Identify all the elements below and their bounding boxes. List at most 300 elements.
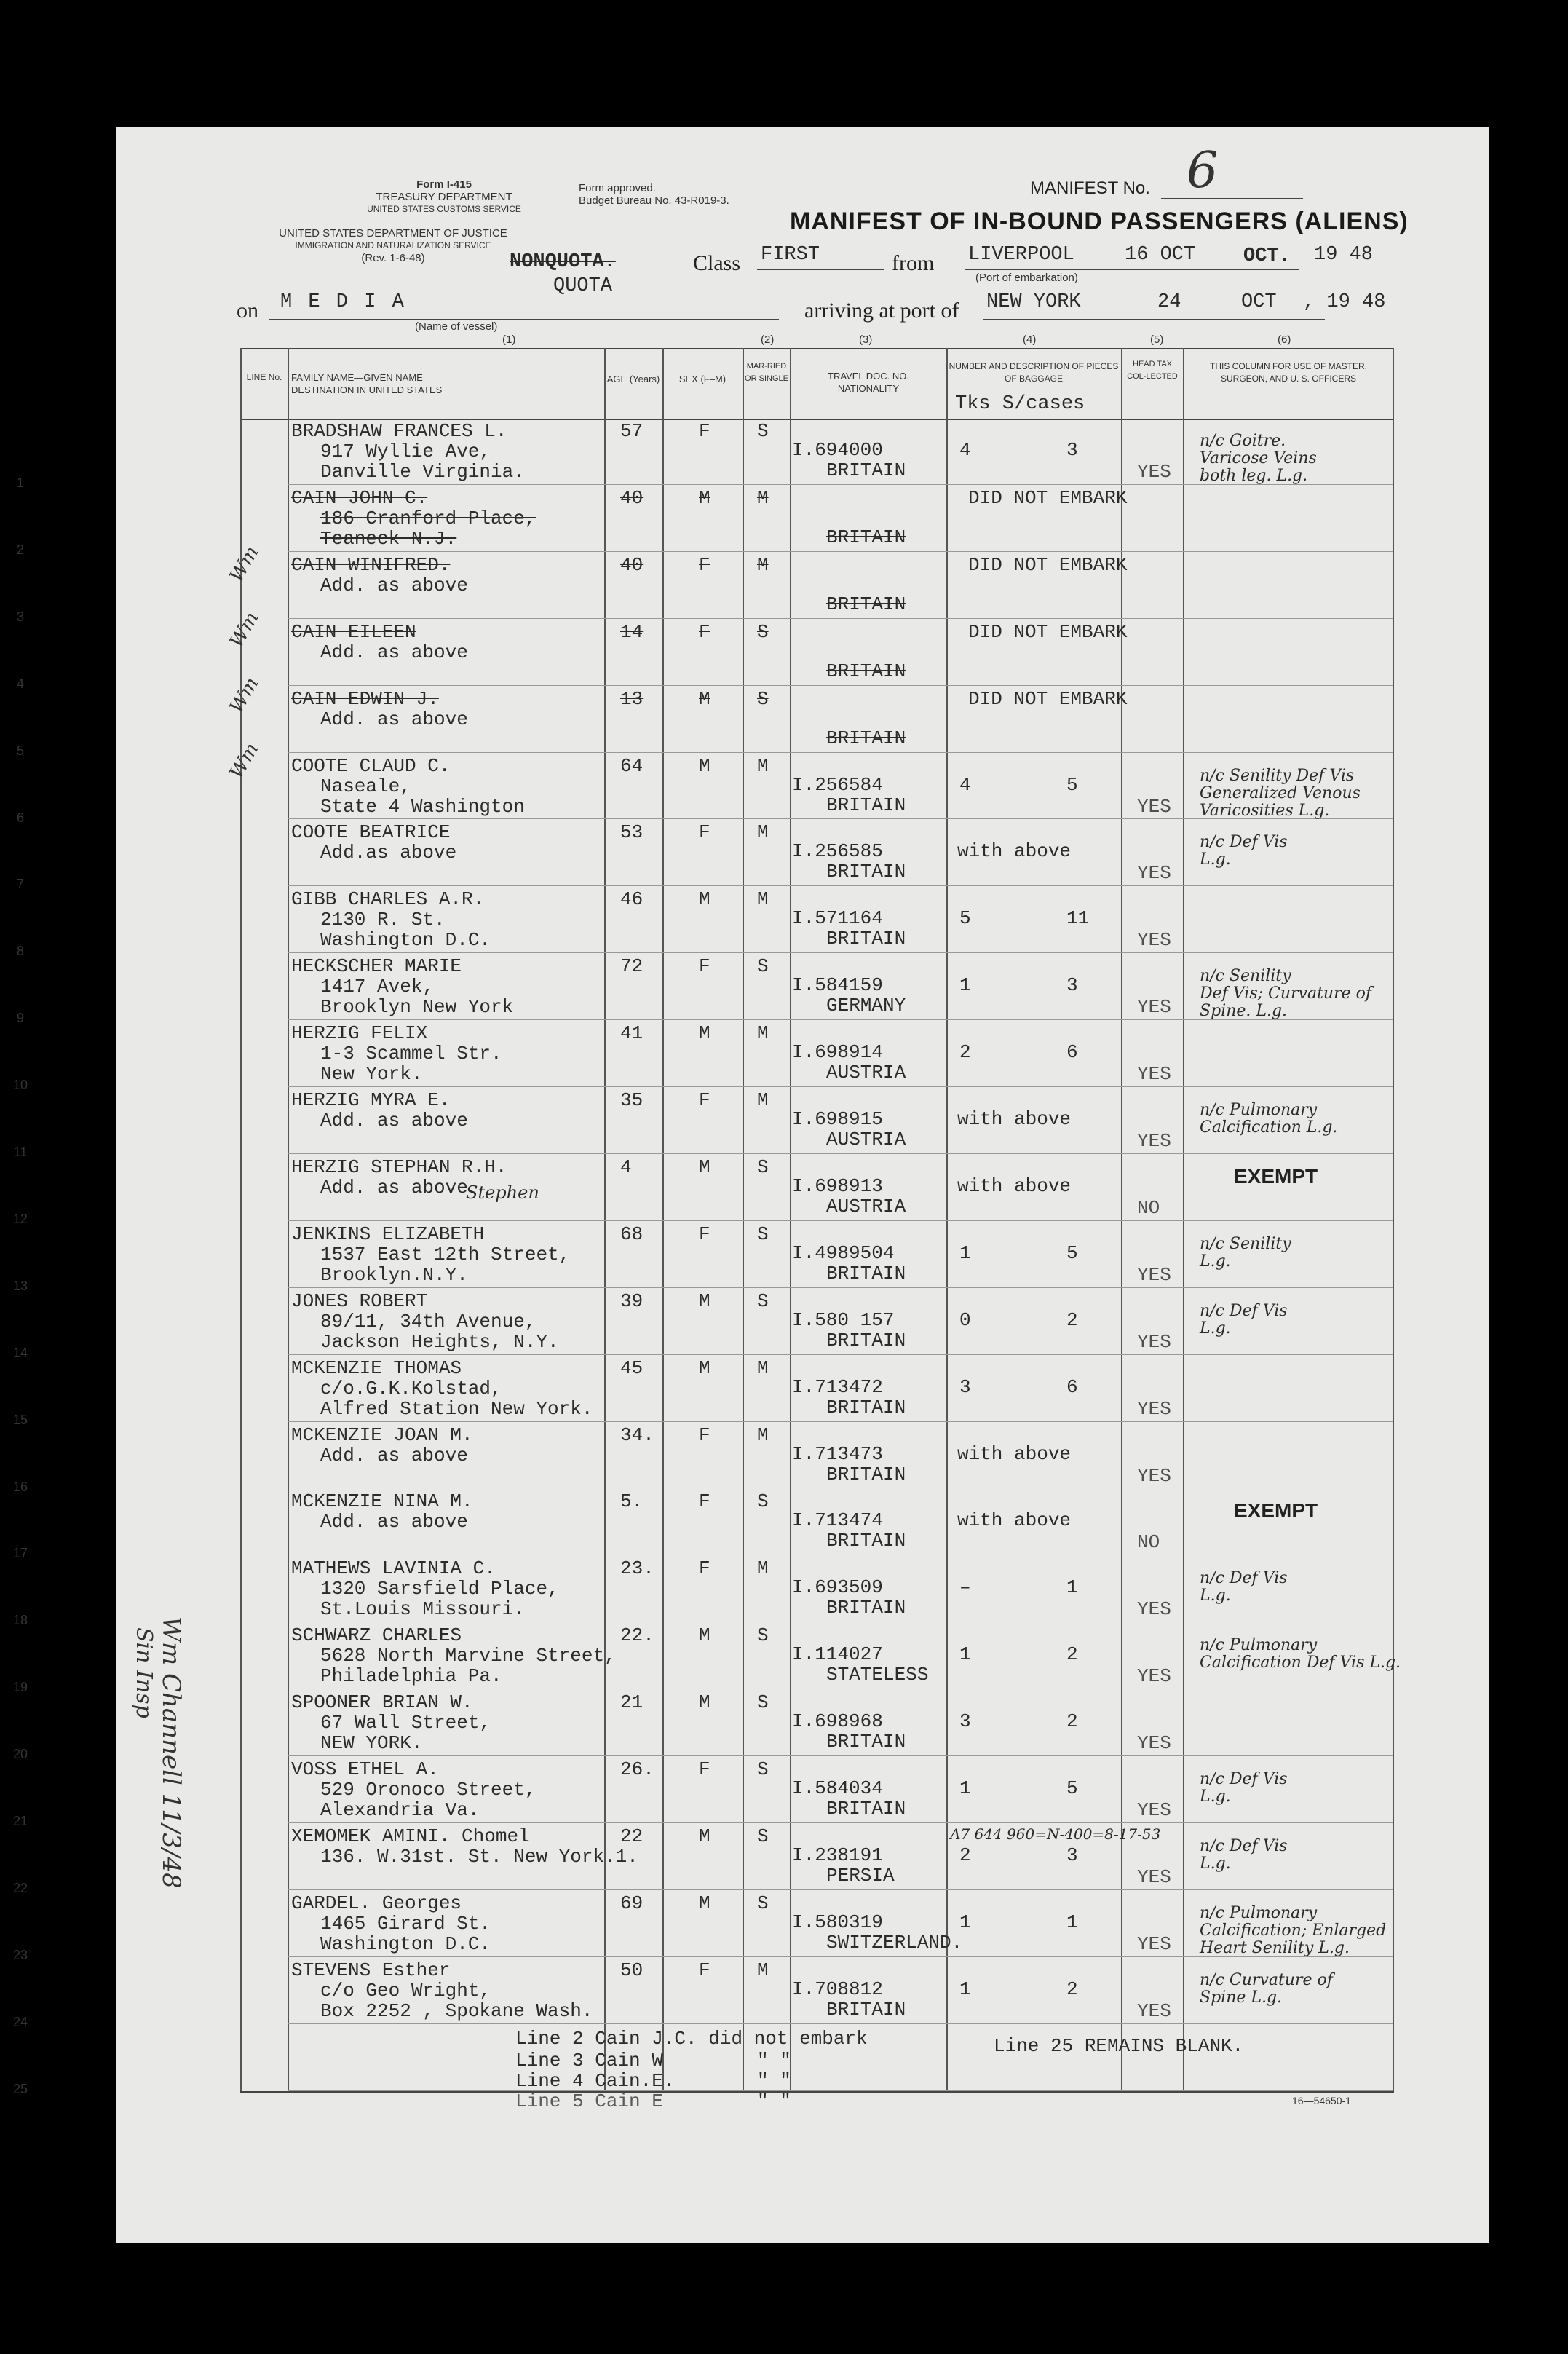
passenger-sex: F <box>699 1223 710 1245</box>
passenger-age: 34. <box>620 1423 654 1446</box>
line-number: 19 <box>12 1680 28 1695</box>
header-travel-doc: TRAVEL DOC. NO. NATIONALITY <box>828 371 909 394</box>
passenger-address-1: Add. as above <box>320 708 468 730</box>
nationality: BRITAIN <box>826 928 906 950</box>
passenger-name-correction: Stephen <box>466 1182 539 1203</box>
passenger-sex: F <box>699 1089 710 1111</box>
passenger-address-2: State 4 Washington <box>320 795 525 818</box>
officer-note-1: n/c Goitre. <box>1200 432 1286 450</box>
passenger-sex: F <box>699 1959 710 1981</box>
on-label: on <box>237 299 258 323</box>
class-label: Class <box>693 251 741 275</box>
passenger-address-2: Washington D.C. <box>320 1932 491 1955</box>
margin-initials-4: Wm <box>225 739 264 783</box>
passenger-name: HERZIG FELIX <box>291 1022 428 1045</box>
row-divider <box>288 685 1393 686</box>
passenger-address-2: Alexandria Va. <box>320 1799 480 1821</box>
passenger-address-2: NEW YORK. <box>320 1732 423 1755</box>
line-number: 18 <box>12 1613 28 1628</box>
header-line: LINE No. <box>246 372 282 382</box>
nationality: STATELESS <box>826 1664 929 1686</box>
passenger-sex: F <box>699 420 710 442</box>
passenger-marital-status: M <box>757 754 769 777</box>
travel-doc-number: I.713473 <box>792 1442 883 1465</box>
passenger-name: BRADSHAW FRANCES L. <box>291 420 507 442</box>
passenger-name: CAIN WINIFRED. <box>291 553 451 576</box>
nationality: BRITAIN <box>826 794 906 816</box>
baggage-with-above: with above <box>957 840 1072 863</box>
passenger-age: 22. <box>620 1624 654 1647</box>
officer-note-2: L.g. <box>1200 1788 1231 1806</box>
baggage-trunks: – <box>959 1576 971 1599</box>
passenger-sex: M <box>699 1356 710 1379</box>
baggage-trunks: 1 <box>959 1978 971 2000</box>
passenger-address-1: 89/11, 34th Avenue, <box>320 1310 536 1332</box>
passenger-address-1: 186 Cranford Place, <box>320 507 536 529</box>
passenger-age: 14 <box>620 620 644 643</box>
line-number: 8 <box>16 944 24 959</box>
form-code: 16—54650-1 <box>1292 2095 1351 2106</box>
row-divider <box>288 618 1393 619</box>
line-number: 5 <box>16 743 24 758</box>
passenger-sex: M <box>699 1156 710 1178</box>
row-divider <box>288 885 1393 886</box>
line-number: 15 <box>12 1412 28 1427</box>
passenger-name: HERZIG MYRA E. <box>291 1089 451 1111</box>
officer-note-1: n/c Curvature of <box>1200 1970 1333 1989</box>
justice-dept: UNITED STATES DEPARTMENT OF JUSTICE <box>279 227 507 240</box>
passenger-sex: M <box>699 1825 710 1847</box>
travel-doc-number: I.571164 <box>792 907 883 930</box>
nationality: BRITAIN <box>826 660 906 682</box>
passenger-marital-status: S <box>757 1490 769 1513</box>
line-number: 9 <box>16 1011 24 1026</box>
passenger-age: 35 <box>620 1089 644 1111</box>
head-tax-collected: YES <box>1137 1932 1171 1955</box>
did-not-embark: DID NOT EMBARK <box>968 486 1128 509</box>
travel-doc-number: I.256584 <box>792 773 883 796</box>
manifest-number-label: MANIFEST No. <box>1030 178 1150 198</box>
colnum-1: (1) <box>502 333 516 346</box>
head-tax-collected: YES <box>1137 1732 1171 1755</box>
row-divider <box>288 1287 1393 1288</box>
arriving-day: 24 <box>1157 291 1181 313</box>
baggage-cases: 3 <box>1066 1844 1078 1866</box>
travel-doc-number: I.698914 <box>792 1041 883 1064</box>
nationality: BRITAIN <box>826 861 906 883</box>
nationality: BRITAIN <box>826 1329 906 1351</box>
officer-note-2: L.g. <box>1200 1319 1231 1338</box>
officer-note-3: both leg. L.g. <box>1200 467 1308 485</box>
port-embark-caption: (Port of embarkation) <box>975 272 1078 284</box>
head-tax-collected: YES <box>1137 1799 1171 1821</box>
form-number: Form I-415 <box>416 178 472 191</box>
row-divider <box>288 551 1393 552</box>
passenger-sex: F <box>699 1758 710 1780</box>
arriving-port: NEW YORK <box>986 291 1081 313</box>
arriving-label: arriving at port of <box>804 299 959 323</box>
officer-note-2: Calcification Def Vis L.g. <box>1200 1654 1401 1672</box>
passenger-address-1: 1537 East 12th Street, <box>320 1243 571 1265</box>
arriving-year: , 19 48 <box>1303 291 1386 313</box>
passenger-address-2: Teaneck N.J. <box>320 527 457 550</box>
passenger-sex: F <box>699 620 710 643</box>
did-not-embark: DID NOT EMBARK <box>968 687 1128 710</box>
baggage-cases: 2 <box>1066 1643 1078 1666</box>
row-divider <box>288 952 1393 953</box>
travel-doc-number: I.580319 <box>792 1911 883 1933</box>
colnum-3: (3) <box>859 333 873 346</box>
class-value: FIRST <box>761 244 820 266</box>
passenger-marital-status: S <box>757 1156 769 1178</box>
ditto-mark: " " <box>757 2049 791 2071</box>
officer-note-2: Calcification L.g. <box>1200 1118 1338 1137</box>
header-name: FAMILY NAME—GIVEN NAME DESTINATION IN UNITED STATES <box>291 372 443 395</box>
head-tax-collected: YES <box>1137 1865 1171 1888</box>
head-tax-collected: YES <box>1137 1464 1171 1487</box>
nationality: BRITAIN <box>826 1798 906 1820</box>
passenger-name: MATHEWS LAVINIA C. <box>291 1557 496 1580</box>
officer-note-1: n/c Def Vis <box>1200 1770 1288 1788</box>
baggage-with-above: with above <box>957 1442 1072 1465</box>
passenger-address-2: Danville Virginia. <box>320 461 525 483</box>
passenger-sex: M <box>699 1289 710 1312</box>
footnote-cain-w: Line 3 Cain W <box>515 2049 663 2071</box>
head-tax-collected: YES <box>1137 1130 1171 1152</box>
header-married: MAR-RIED OR SINGLE <box>745 362 788 383</box>
line-number: 11 <box>13 1145 28 1159</box>
did-not-embark: DID NOT EMBARK <box>968 620 1128 643</box>
baggage-trunks: 1 <box>959 1241 971 1264</box>
line-number: 6 <box>16 810 24 825</box>
passenger-name: MCKENZIE THOMAS <box>291 1356 462 1379</box>
head-tax-collected: YES <box>1137 795 1171 818</box>
row-divider <box>288 1889 1393 1890</box>
justice-block <box>233 227 553 264</box>
passenger-age: 69 <box>620 1892 644 1914</box>
head-tax-collected: YES <box>1137 1330 1171 1353</box>
baggage-cases: 2 <box>1066 1978 1078 2000</box>
did-not-embark: DID NOT EMBARK <box>968 553 1128 576</box>
passenger-address-1: 529 Oronoco Street, <box>320 1779 536 1801</box>
exempt-stamp: EXEMPT <box>1234 1164 1318 1188</box>
travel-doc-number: I.584034 <box>792 1777 883 1799</box>
passenger-age: 23. <box>620 1557 654 1580</box>
form-approval <box>579 182 729 207</box>
header-sex: SEX (F–M) <box>678 374 726 384</box>
header-head-tax: HEAD TAX COL-LECTED <box>1127 360 1178 381</box>
passenger-age: 4 <box>620 1156 632 1178</box>
passenger-name: VOSS ETHEL A. <box>291 1758 439 1780</box>
treasury-dept: TREASURY DEPARTMENT <box>376 191 512 203</box>
officer-note-2: L.g. <box>1200 1252 1231 1271</box>
officer-note-2: Generalized Venous <box>1200 783 1361 802</box>
passenger-name: HECKSCHER MARIE <box>291 955 462 978</box>
passenger-age: 68 <box>620 1223 644 1245</box>
manifest-number: 6 <box>1187 142 1219 200</box>
baggage-trunks: 1 <box>959 974 971 997</box>
travel-doc-number: I.698968 <box>792 1710 883 1733</box>
officer-note-1: n/c Pulmonary <box>1200 1101 1318 1119</box>
officer-note-1: n/c Senility Def Vis <box>1200 766 1355 785</box>
passenger-name: CAIN JOHN C. <box>291 486 428 509</box>
revision: (Rev. 1-6-48) <box>361 252 425 264</box>
quota: QUOTA <box>553 275 613 297</box>
row-divider <box>288 2023 1393 2024</box>
passenger-sex: F <box>699 553 710 576</box>
passenger-name: STEVENS Esther <box>291 1959 451 1981</box>
exempt-stamp: EXEMPT <box>1234 1499 1318 1522</box>
colnum-5: (5) <box>1150 333 1164 346</box>
margin-initials-3: Wm <box>225 674 264 717</box>
passenger-sex: F <box>699 1423 710 1446</box>
line-number: 4 <box>16 676 24 691</box>
passenger-name: GARDEL. Georges <box>291 1892 462 1914</box>
head-tax-collected: YES <box>1137 1397 1171 1420</box>
travel-doc-number: I.693509 <box>792 1576 883 1599</box>
baggage-trunks: 1 <box>959 1643 971 1666</box>
baggage-cases: 5 <box>1066 773 1078 796</box>
passenger-marital-status: S <box>757 955 769 978</box>
officer-note-3: Spine. L.g. <box>1200 1002 1288 1021</box>
passenger-address-2: Washington D.C. <box>320 929 491 952</box>
passenger-name: JONES ROBERT <box>291 1289 428 1312</box>
colnum-4: (4) <box>1023 333 1037 346</box>
footnote-cain-jc: Line 2 Cain J.C. did not embark <box>515 2027 868 2050</box>
embark-month: OCT. <box>1243 245 1291 267</box>
head-tax-collected: YES <box>1137 1063 1171 1086</box>
vessel-caption: (Name of vessel) <box>415 320 498 333</box>
officer-note-1: n/c Def Vis <box>1200 833 1288 852</box>
line-number: 13 <box>12 1278 28 1293</box>
embark-date: 16 OCT <box>1125 244 1196 266</box>
passenger-sex: F <box>699 1557 710 1580</box>
passenger-address-1: 67 Wall Street, <box>320 1712 491 1734</box>
passenger-address-1: Add. as above <box>320 1176 468 1198</box>
officer-note-1: n/c Def Vis <box>1200 1836 1288 1855</box>
passenger-marital-status: M <box>757 1089 769 1111</box>
passenger-address-1: Naseale, <box>320 775 411 797</box>
passenger-age: 21 <box>620 1691 644 1714</box>
head-tax-collected: YES <box>1137 862 1171 885</box>
row-divider <box>288 1220 1393 1221</box>
nationality: AUSTRIA <box>826 1062 906 1084</box>
passenger-address-1: Add. as above <box>320 1511 468 1533</box>
margin-initials-2: Wm <box>225 608 264 652</box>
port-of-embarkation: LIVERPOOL <box>968 244 1074 266</box>
passenger-age: 64 <box>620 754 644 777</box>
baggage-trunks: 3 <box>959 1710 971 1733</box>
baggage-trunks: 5 <box>959 907 971 930</box>
baggage-with-above: with above <box>957 1509 1072 1532</box>
margin-initials-1: Wm <box>225 542 264 586</box>
baggage-cases: 3 <box>1066 439 1078 461</box>
passenger-sex: M <box>699 687 710 710</box>
baggage-cases: 6 <box>1066 1375 1078 1398</box>
row-divider <box>288 752 1393 753</box>
nationality: BRITAIN <box>826 1530 906 1552</box>
ditto-mark: " " <box>757 2090 791 2112</box>
officer-note-3: Heart Senility L.g. <box>1200 1938 1350 1957</box>
baggage-cases: 2 <box>1066 1710 1078 1733</box>
passenger-address-2: New York. <box>320 1063 423 1086</box>
passenger-address-1: Add. as above <box>320 1444 468 1466</box>
passenger-name: JENKINS ELIZABETH <box>291 1223 485 1245</box>
row-divider <box>288 2090 1393 2091</box>
passenger-marital-status: S <box>757 1825 769 1847</box>
passenger-address-1: 1320 Sarsfield Place, <box>320 1578 559 1600</box>
passenger-age: 45 <box>620 1356 644 1379</box>
header-baggage: NUMBER AND DESCRIPTION OF PIECES OF BAGGAGE <box>949 361 1119 384</box>
passenger-age: 40 <box>620 553 644 576</box>
passenger-age: 22 <box>620 1825 644 1847</box>
officer-note-alien-number: A7 644 960=N-400=8-17-53 <box>950 1825 1161 1843</box>
row-divider <box>288 1354 1393 1355</box>
passenger-address-2: Box 2252 , Spokane Wash. <box>320 1999 593 2022</box>
line-number: 1 <box>16 475 24 490</box>
passenger-age: 53 <box>620 821 644 844</box>
passenger-address-2: Alfred Station New York. <box>320 1397 593 1420</box>
baggage-trunks: 2 <box>959 1041 971 1064</box>
passenger-name: COOTE CLAUD C. <box>291 754 451 777</box>
from-label: from <box>892 251 935 275</box>
baggage-cases: 6 <box>1066 1041 1078 1064</box>
nationality: BRITAIN <box>826 1731 906 1753</box>
embark-year: 19 48 <box>1314 244 1374 266</box>
baggage-cases: 1 <box>1066 1911 1078 1933</box>
colnum-6: (6) <box>1278 333 1291 346</box>
passenger-address-1: Add. as above <box>320 641 468 663</box>
passenger-name: MCKENZIE NINA M. <box>291 1490 473 1513</box>
officer-note-2: Spine L.g. <box>1200 1988 1283 2007</box>
passenger-address-1: 136. W.31st. St. New York.1. <box>320 1845 638 1868</box>
officer-note-1: n/c Pulmonary <box>1200 1636 1318 1655</box>
baggage-trunks: 4 <box>959 439 971 461</box>
line-number: 22 <box>12 1880 28 1895</box>
passenger-address-1: c/o Geo Wright, <box>320 1979 491 2002</box>
baggage-cases: 11 <box>1066 907 1090 930</box>
vessel-name: M E D I A <box>280 291 406 313</box>
row-divider <box>288 1153 1393 1154</box>
baggage-cases: 2 <box>1066 1308 1078 1331</box>
baggage-trunks: 0 <box>959 1308 971 1331</box>
line25-blank-note: Line 25 REMAINS BLANK. <box>994 2034 1244 2057</box>
nationality: BRITAIN <box>826 526 906 548</box>
passenger-marital-status: S <box>757 1758 769 1780</box>
head-tax-collected: YES <box>1137 929 1171 952</box>
nationality: BRITAIN <box>826 727 906 749</box>
passenger-address-2: Jackson Heights, N.Y. <box>320 1330 559 1353</box>
arriving-month: OCT <box>1241 291 1277 313</box>
officer-note-2: Calcification; Enlarged <box>1200 1921 1387 1940</box>
travel-doc-number: I.698915 <box>792 1108 883 1130</box>
baggage-with-above: with above <box>957 1108 1072 1130</box>
officer-note-1: n/c Def Vis <box>1200 1569 1288 1588</box>
budget-bureau: Budget Bureau No. 43-R019-3. <box>579 194 729 207</box>
nonquota-struck: NONQUOTA. <box>510 251 616 273</box>
travel-doc-number: I.580 157 <box>792 1308 895 1331</box>
passenger-name: COOTE BEATRICE <box>291 821 451 844</box>
head-tax-collected: YES <box>1137 461 1171 483</box>
header-officers: THIS COLUMN FOR USE OF MASTER, SURGEON, AND U. S. OFFICERS <box>1209 361 1367 384</box>
passenger-marital-status: M <box>757 1959 769 1981</box>
officer-note-2: L.g. <box>1200 850 1231 869</box>
passenger-address-1: 1417 Avek, <box>320 976 435 998</box>
passenger-age: 5. <box>620 1490 644 1513</box>
line-number: 20 <box>12 1747 28 1762</box>
officer-note-1: n/c Pulmonary <box>1200 1903 1318 1922</box>
line-number: 16 <box>12 1479 28 1494</box>
passenger-sex: M <box>699 1691 710 1714</box>
colnum-2: (2) <box>761 333 775 346</box>
officer-note-2: Varicose Veins <box>1200 449 1317 467</box>
line-number: 10 <box>12 1078 28 1093</box>
form-header-left <box>342 178 546 216</box>
passenger-sex: M <box>699 1624 710 1647</box>
officer-note-1: n/c Def Vis <box>1200 1301 1288 1320</box>
nationality: GERMANY <box>826 995 906 1017</box>
head-tax-collected: YES <box>1137 1999 1171 2022</box>
passenger-name: SPOONER BRIAN W. <box>291 1691 473 1714</box>
nationality: BRITAIN <box>826 593 906 615</box>
form-approved: Form approved. <box>579 182 656 194</box>
passenger-marital-status: S <box>757 1892 769 1914</box>
customs-service: UNITED STATES CUSTOMS SERVICE <box>367 204 521 214</box>
row-divider <box>288 1822 1393 1823</box>
baggage-cases: 5 <box>1066 1777 1078 1799</box>
passenger-age: 13 <box>620 687 644 710</box>
nationality: SWITZERLAND. <box>826 1931 963 1954</box>
passenger-address-2: St.Louis Missouri. <box>320 1598 525 1621</box>
officer-note-1: n/c Senility <box>1200 967 1291 986</box>
baggage-cases: 1 <box>1066 1576 1078 1599</box>
line-number: 21 <box>12 1814 28 1828</box>
officer-note-2: L.g. <box>1200 1587 1231 1605</box>
line-number: 14 <box>12 1345 28 1360</box>
passenger-name: CAIN EDWIN J. <box>291 687 439 710</box>
passenger-age: 57 <box>620 420 644 442</box>
passenger-sex: M <box>699 754 710 777</box>
passenger-age: 46 <box>620 888 644 911</box>
passenger-address-1: Add.as above <box>320 842 457 864</box>
head-tax-collected: YES <box>1137 1665 1171 1688</box>
passenger-marital-status: M <box>757 821 769 844</box>
passenger-address-1: Add. as above <box>320 574 468 596</box>
travel-doc-number: I.708812 <box>792 1978 883 2000</box>
header-age: AGE (Years) <box>606 374 660 384</box>
baggage-cases: 3 <box>1066 974 1078 997</box>
nationality: AUSTRIA <box>826 1129 906 1150</box>
line-number: 24 <box>12 2014 28 2029</box>
travel-doc-number: I.256585 <box>792 840 883 863</box>
row-divider <box>288 1086 1393 1087</box>
row-divider <box>288 1755 1393 1756</box>
ins-service: IMMIGRATION AND NATURALIZATION SERVICE <box>295 240 491 250</box>
passenger-marital-status: S <box>757 687 769 710</box>
travel-doc-number: I.698913 <box>792 1174 883 1197</box>
passenger-name: SCHWARZ CHARLES <box>291 1624 462 1647</box>
margin-inspector-title: Sin Insp <box>131 1627 157 1718</box>
passenger-sex: F <box>699 1490 710 1513</box>
passenger-age: 41 <box>620 1022 644 1045</box>
passenger-address-1: c/o.G.K.Kolstad, <box>320 1377 502 1399</box>
passenger-name: GIBB CHARLES A.R. <box>291 888 485 911</box>
passenger-marital-status: S <box>757 420 769 442</box>
baggage-with-above: with above <box>957 1174 1072 1197</box>
nationality: BRITAIN <box>826 459 906 481</box>
passenger-address-1: 2130 R. St. <box>320 909 446 931</box>
passenger-marital-status: M <box>757 888 769 911</box>
